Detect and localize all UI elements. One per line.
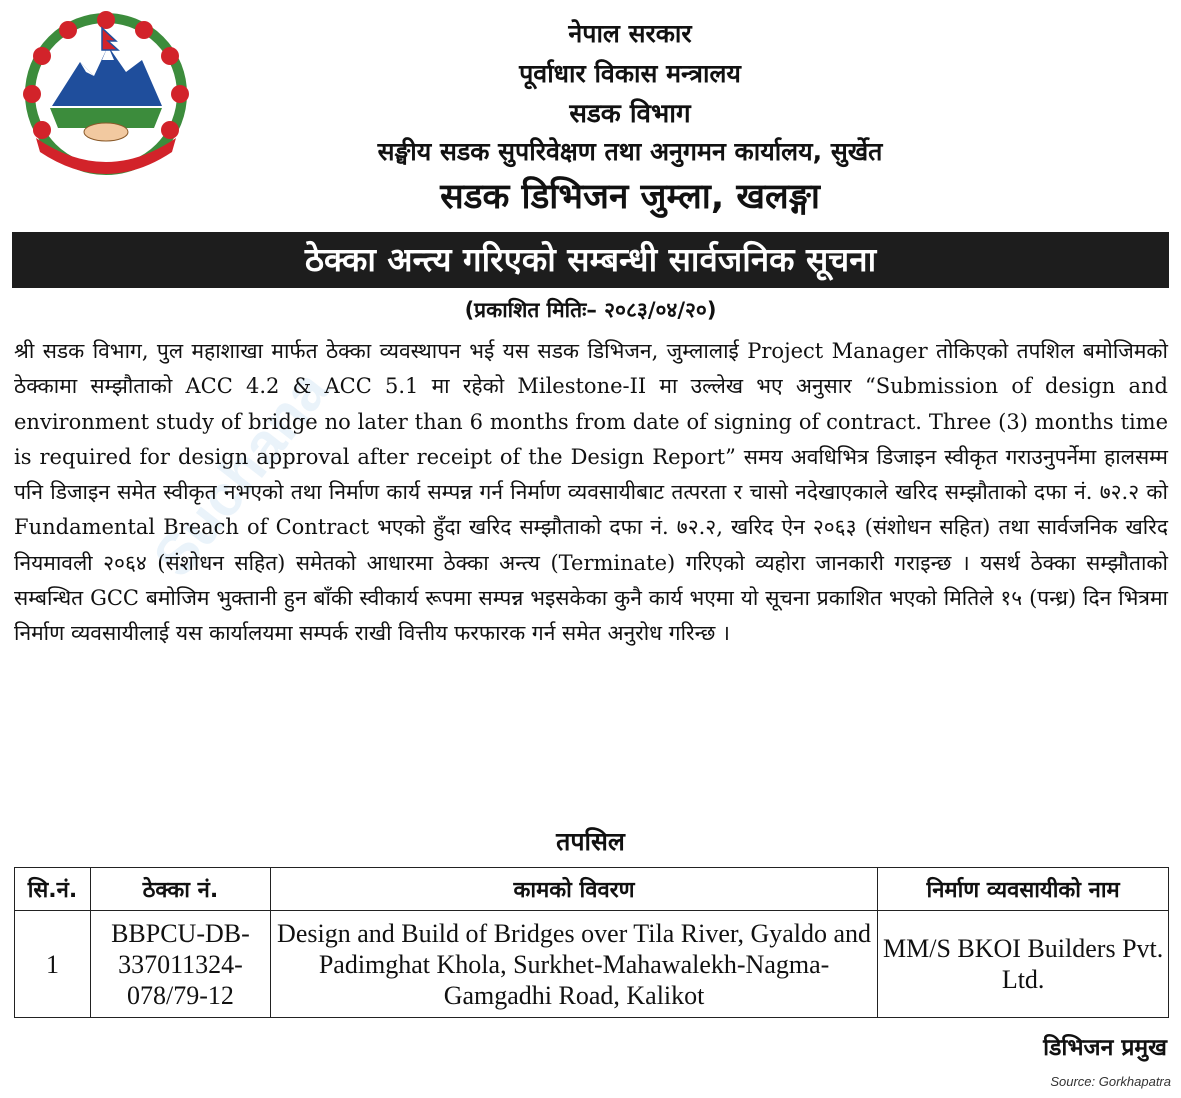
table-row (15, 911, 1169, 1018)
cell-contract-no: BBPCU-DB-337011324-078/79-12 (90, 911, 270, 1018)
cell-description: Design and Build of Bridges over Tila River, Gyaldo and Padimghat Khola, Surkhet-Mahawalekh-Nagma-Gamgadhi Road, Kalikot (270, 911, 877, 1018)
notice-body: श्री सडक विभाग, पुल महाशाखा मार्फत ठेक्का व्यवस्थापन भई यस सडक डिभिजन, जुम्लालाई Project Manager तोकिएको तपशिल बमोजिमको ठेक्कामा सम्झौताको ACC 4.2 & ACC 5.1 मा रहेको Milestone-II मा उल्लेख भए अनुसार “Submission of design and environment study of bridge no later than 6 months from date of signing of contract. Three (3) months time is required for design approval after receipt of the Design Report” समय अवधिभित्र डिजाइन स्वीकृत गराउनुपर्नेमा हालसम्म पनि डिजाइन समेत स्वीकृत नभएको तथा निर्माण कार्य सम्पन्न गर्न निर्माण व्यवसायीबाट तत्परता र चासो नदेखाएकाले खरिद सम्झौताको दफा नं. ७२.२ को Fundamental Breach of Contract भएको हुँदा खरिद सम्झौताको दफा नं. ७२.२, खरिद ऐन २०६३ (संशोधन सहित) तथा सार्वजनिक खरिद नियमावली २०६४ (संशोधन सहित) समेतको आधारमा ठेक्का अन्त्य (Terminate) गरिएको व्यहोरा जानकारी गराइन्छ । यसर्थ ठेक्का सम्झौताको सम्बन्धित GCC बमोजिम भुक्तानी हुन बाँकी स्वीकार्य रूपमा सम्पन्न भइसकेका कुनै कार्य भएमा यो सूचना प्रकाशित भएको मितिले १५ (पन्ध्र) दिन भित्रमा निर्माण व्यवसायीलाई यस कार्यालयमा सम्पर्क राखी वित्तीय फरफारक गर्न समेत अनुरोध गरिन्छ । (14, 339, 1168, 646)
watermark-text: Suchana (140, 358, 341, 589)
ministry-name: पूर्वाधार विकास मन्त्रालय (519, 59, 741, 88)
header-contract-no: ठेक्का नं. (90, 868, 270, 911)
source-credit: Source: Gorkhapatra (1050, 1074, 1171, 1089)
division-name: सडक डिभिजन जुम्ला, खलङ्गा (440, 177, 820, 217)
contract-table (14, 867, 1169, 1018)
table-header-row (15, 868, 1169, 911)
header-description: कामको विवरण (270, 868, 877, 911)
cell-serial: 1 (15, 911, 91, 1018)
publish-date: (प्रकाशित मितिः– २०८३/०४/२०) (464, 298, 717, 322)
government-name: नेपाल सरकार (568, 19, 692, 48)
department-name: सडक विभाग (569, 99, 691, 129)
signature: डिभिजन प्रमुख (1043, 1035, 1167, 1061)
nepal-emblem-icon (22, 10, 190, 178)
schedule-heading: तपसिल (556, 827, 625, 856)
header-contractor: निर्माण व्यवसायीको नाम (878, 868, 1169, 911)
header-serial: सि.नं. (15, 868, 91, 911)
cell-contractor: MM/S BKOI Builders Pvt. Ltd. (878, 911, 1169, 1018)
office-name: सङ्घीय सडक सुपरिवेक्षण तथा अनुगमन कार्यालय, सुर्खेत (377, 137, 883, 166)
notice-title: ठेक्का अन्त्य गरिएको सम्बन्धी सार्वजनिक सूचना (12, 232, 1169, 288)
